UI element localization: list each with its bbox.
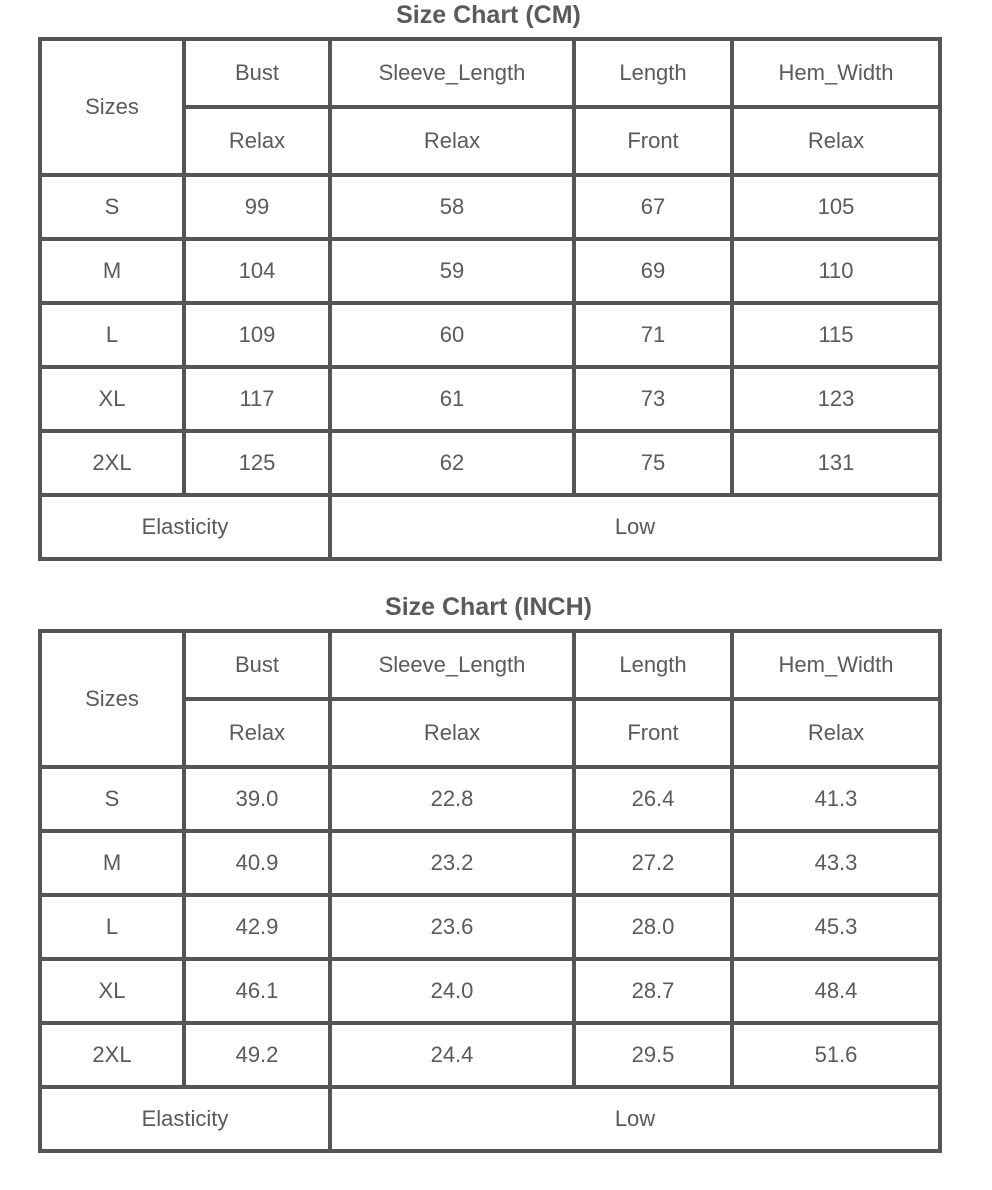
elasticity-row (40, 1087, 940, 1151)
elasticity-row (40, 495, 940, 559)
column-header-bust: Bust (184, 631, 330, 699)
header-row (40, 39, 940, 107)
table-row (40, 895, 940, 959)
table-cell: 75 (574, 431, 732, 495)
subheader-length: Front (574, 699, 732, 767)
table-cell: 39.0 (184, 767, 330, 831)
size-label: S (40, 175, 184, 239)
table-row (40, 431, 940, 495)
column-header-sleeve-length: Sleeve_Length (330, 39, 574, 107)
size-label: L (40, 303, 184, 367)
sizes-header: Sizes (40, 39, 184, 175)
table-cell: 23.6 (330, 895, 574, 959)
size-label: M (40, 239, 184, 303)
size-table-cm (38, 37, 942, 561)
table-cell: 45.3 (732, 895, 940, 959)
table-cell: 99 (184, 175, 330, 239)
subheader-hem-width: Relax (732, 107, 940, 175)
table-cell: 105 (732, 175, 940, 239)
chart-title-cm: Size Chart (CM) (396, 1, 581, 29)
size-label: 2XL (40, 431, 184, 495)
table-cell: 125 (184, 431, 330, 495)
column-header-length: Length (574, 39, 732, 107)
column-header-hem-width: Hem_Width (732, 631, 940, 699)
size-label: L (40, 895, 184, 959)
table-cell: 27.2 (574, 831, 732, 895)
elasticity-value: Low (330, 1087, 940, 1151)
table-cell: 29.5 (574, 1023, 732, 1087)
table-cell: 22.8 (330, 767, 574, 831)
elasticity-label: Elasticity (40, 495, 330, 559)
size-table-inch (38, 629, 942, 1153)
table-cell: 131 (732, 431, 940, 495)
table-row (40, 959, 940, 1023)
subheader-length: Front (574, 107, 732, 175)
table-cell: 41.3 (732, 767, 940, 831)
column-header-bust: Bust (184, 39, 330, 107)
table-row (40, 767, 940, 831)
table-cell: 59 (330, 239, 574, 303)
size-label: 2XL (40, 1023, 184, 1087)
subheader-hem-width: Relax (732, 699, 940, 767)
table-cell: 43.3 (732, 831, 940, 895)
table-cell: 24.0 (330, 959, 574, 1023)
table-cell: 23.2 (330, 831, 574, 895)
table-cell: 104 (184, 239, 330, 303)
chart-title-inch: Size Chart (INCH) (385, 593, 592, 621)
table-row (40, 239, 940, 303)
size-label: M (40, 831, 184, 895)
table-row (40, 831, 940, 895)
table-cell: 49.2 (184, 1023, 330, 1087)
subheader-sleeve-length: Relax (330, 107, 574, 175)
column-header-hem-width: Hem_Width (732, 39, 940, 107)
table-row (40, 367, 940, 431)
table-cell: 51.6 (732, 1023, 940, 1087)
size-label: S (40, 767, 184, 831)
table-cell: 58 (330, 175, 574, 239)
table-cell: 46.1 (184, 959, 330, 1023)
subheader-bust: Relax (184, 107, 330, 175)
size-label: XL (40, 367, 184, 431)
column-header-sleeve-length: Sleeve_Length (330, 631, 574, 699)
table-cell: 61 (330, 367, 574, 431)
size-label: XL (40, 959, 184, 1023)
table-cell: 115 (732, 303, 940, 367)
table-cell: 26.4 (574, 767, 732, 831)
table-cell: 123 (732, 367, 940, 431)
table-cell: 109 (184, 303, 330, 367)
subheader-bust: Relax (184, 699, 330, 767)
subheader-sleeve-length: Relax (330, 699, 574, 767)
table-cell: 40.9 (184, 831, 330, 895)
table-cell: 73 (574, 367, 732, 431)
column-header-length: Length (574, 631, 732, 699)
header-row (40, 631, 940, 699)
table-cell: 24.4 (330, 1023, 574, 1087)
table-cell: 117 (184, 367, 330, 431)
table-cell: 71 (574, 303, 732, 367)
table-row (40, 303, 940, 367)
table-cell: 67 (574, 175, 732, 239)
table-cell: 42.9 (184, 895, 330, 959)
table-cell: 110 (732, 239, 940, 303)
elasticity-label: Elasticity (40, 1087, 330, 1151)
table-row (40, 1023, 940, 1087)
sizes-header: Sizes (40, 631, 184, 767)
table-cell: 62 (330, 431, 574, 495)
table-row (40, 175, 940, 239)
table-cell: 28.0 (574, 895, 732, 959)
table-cell: 60 (330, 303, 574, 367)
table-cell: 48.4 (732, 959, 940, 1023)
elasticity-value: Low (330, 495, 940, 559)
table-cell: 69 (574, 239, 732, 303)
table-cell: 28.7 (574, 959, 732, 1023)
